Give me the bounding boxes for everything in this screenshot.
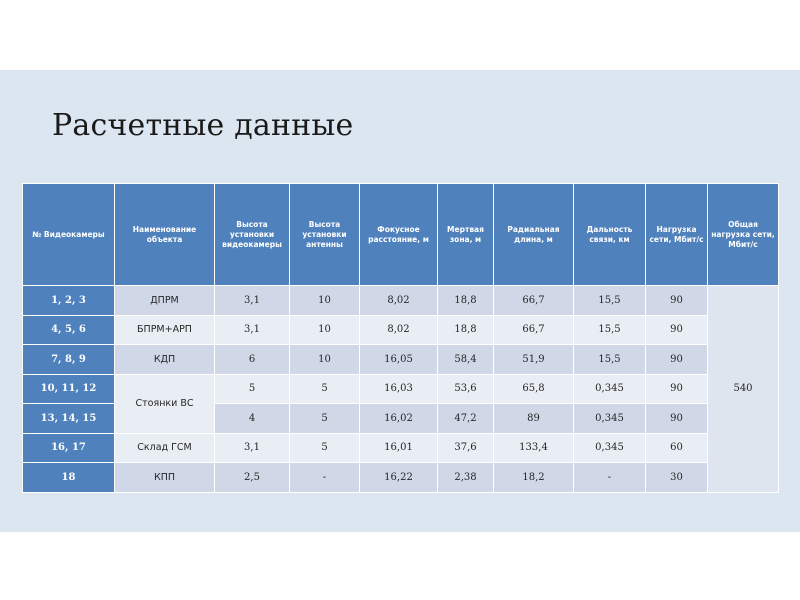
focal-distance: 16,02 — [360, 404, 438, 434]
dead-zone: 47,2 — [438, 404, 494, 434]
focal-distance: 16,22 — [360, 463, 438, 493]
focal-distance: 8,02 — [360, 315, 438, 345]
col-header: Высота установки видеокамеры — [215, 184, 290, 286]
object-name: ДПРМ — [115, 286, 215, 316]
link-range: 0,345 — [574, 404, 646, 434]
col-header: Общая нагрузка сети, Мбит/с — [708, 184, 779, 286]
antenna-height: 10 — [290, 315, 360, 345]
dead-zone: 37,6 — [438, 433, 494, 463]
header-row — [23, 184, 779, 286]
camera-ids: 10, 11, 12 — [23, 374, 115, 404]
camera-height: 4 — [215, 404, 290, 434]
camera-height: 3,1 — [215, 286, 290, 316]
camera-ids: 1, 2, 3 — [23, 286, 115, 316]
network-load: 90 — [646, 345, 708, 375]
dead-zone: 2,38 — [438, 463, 494, 493]
dead-zone: 18,8 — [438, 286, 494, 316]
table-row — [23, 463, 779, 493]
table-row — [23, 315, 779, 345]
camera-ids: 7, 8, 9 — [23, 345, 115, 375]
focal-distance: 8,02 — [360, 286, 438, 316]
table-row — [23, 374, 779, 404]
camera-height: 3,1 — [215, 315, 290, 345]
network-load: 90 — [646, 315, 708, 345]
radial-length: 65,8 — [494, 374, 574, 404]
antenna-height: 5 — [290, 374, 360, 404]
focal-distance: 16,03 — [360, 374, 438, 404]
object-name: Склад ГСМ — [115, 433, 215, 463]
link-range: 0,345 — [574, 374, 646, 404]
link-range: - — [574, 463, 646, 493]
table-row — [23, 433, 779, 463]
link-range: 15,5 — [574, 345, 646, 375]
object-name: Стоянки ВС — [115, 374, 215, 433]
object-name: КДП — [115, 345, 215, 375]
total-network-load: 540 — [708, 286, 779, 493]
antenna-height: - — [290, 463, 360, 493]
network-load: 90 — [646, 374, 708, 404]
dead-zone: 18,8 — [438, 315, 494, 345]
network-load: 30 — [646, 463, 708, 493]
link-range: 15,5 — [574, 315, 646, 345]
antenna-height: 10 — [290, 286, 360, 316]
antenna-height: 5 — [290, 404, 360, 434]
dead-zone: 53,6 — [438, 374, 494, 404]
slide — [0, 70, 800, 532]
camera-height: 6 — [215, 345, 290, 375]
focal-distance: 16,05 — [360, 345, 438, 375]
table-row — [23, 345, 779, 375]
antenna-height: 5 — [290, 433, 360, 463]
camera-height: 5 — [215, 374, 290, 404]
radial-length: 66,7 — [494, 315, 574, 345]
col-header: Высота установки антенны — [290, 184, 360, 286]
radial-length: 133,4 — [494, 433, 574, 463]
object-name: БПРМ+АРП — [115, 315, 215, 345]
antenna-height: 10 — [290, 345, 360, 375]
link-range: 15,5 — [574, 286, 646, 316]
table-row — [23, 286, 779, 316]
camera-ids: 18 — [23, 463, 115, 493]
camera-ids: 13, 14, 15 — [23, 404, 115, 434]
network-load: 90 — [646, 286, 708, 316]
radial-length: 89 — [494, 404, 574, 434]
camera-height: 3,1 — [215, 433, 290, 463]
col-header: № Видеокамеры — [23, 184, 115, 286]
focal-distance: 16,01 — [360, 433, 438, 463]
col-header: Фокусное расстояние, м — [360, 184, 438, 286]
col-header: Дальность связи, км — [574, 184, 646, 286]
camera-ids: 16, 17 — [23, 433, 115, 463]
network-load: 60 — [646, 433, 708, 463]
radial-length: 66,7 — [494, 286, 574, 316]
camera-height: 2,5 — [215, 463, 290, 493]
radial-length: 51,9 — [494, 345, 574, 375]
col-header: Мертвая зона, м — [438, 184, 494, 286]
col-header: Нагрузка сети, Мбит/с — [646, 184, 708, 286]
network-load: 90 — [646, 404, 708, 434]
data-table — [22, 183, 779, 493]
slide-title: Расчетные данные — [52, 108, 354, 143]
col-header: Наименование объекта — [115, 184, 215, 286]
radial-length: 18,2 — [494, 463, 574, 493]
link-range: 0,345 — [574, 433, 646, 463]
object-name: КПП — [115, 463, 215, 493]
dead-zone: 58,4 — [438, 345, 494, 375]
col-header: Радиальная длина, м — [494, 184, 574, 286]
camera-ids: 4, 5, 6 — [23, 315, 115, 345]
